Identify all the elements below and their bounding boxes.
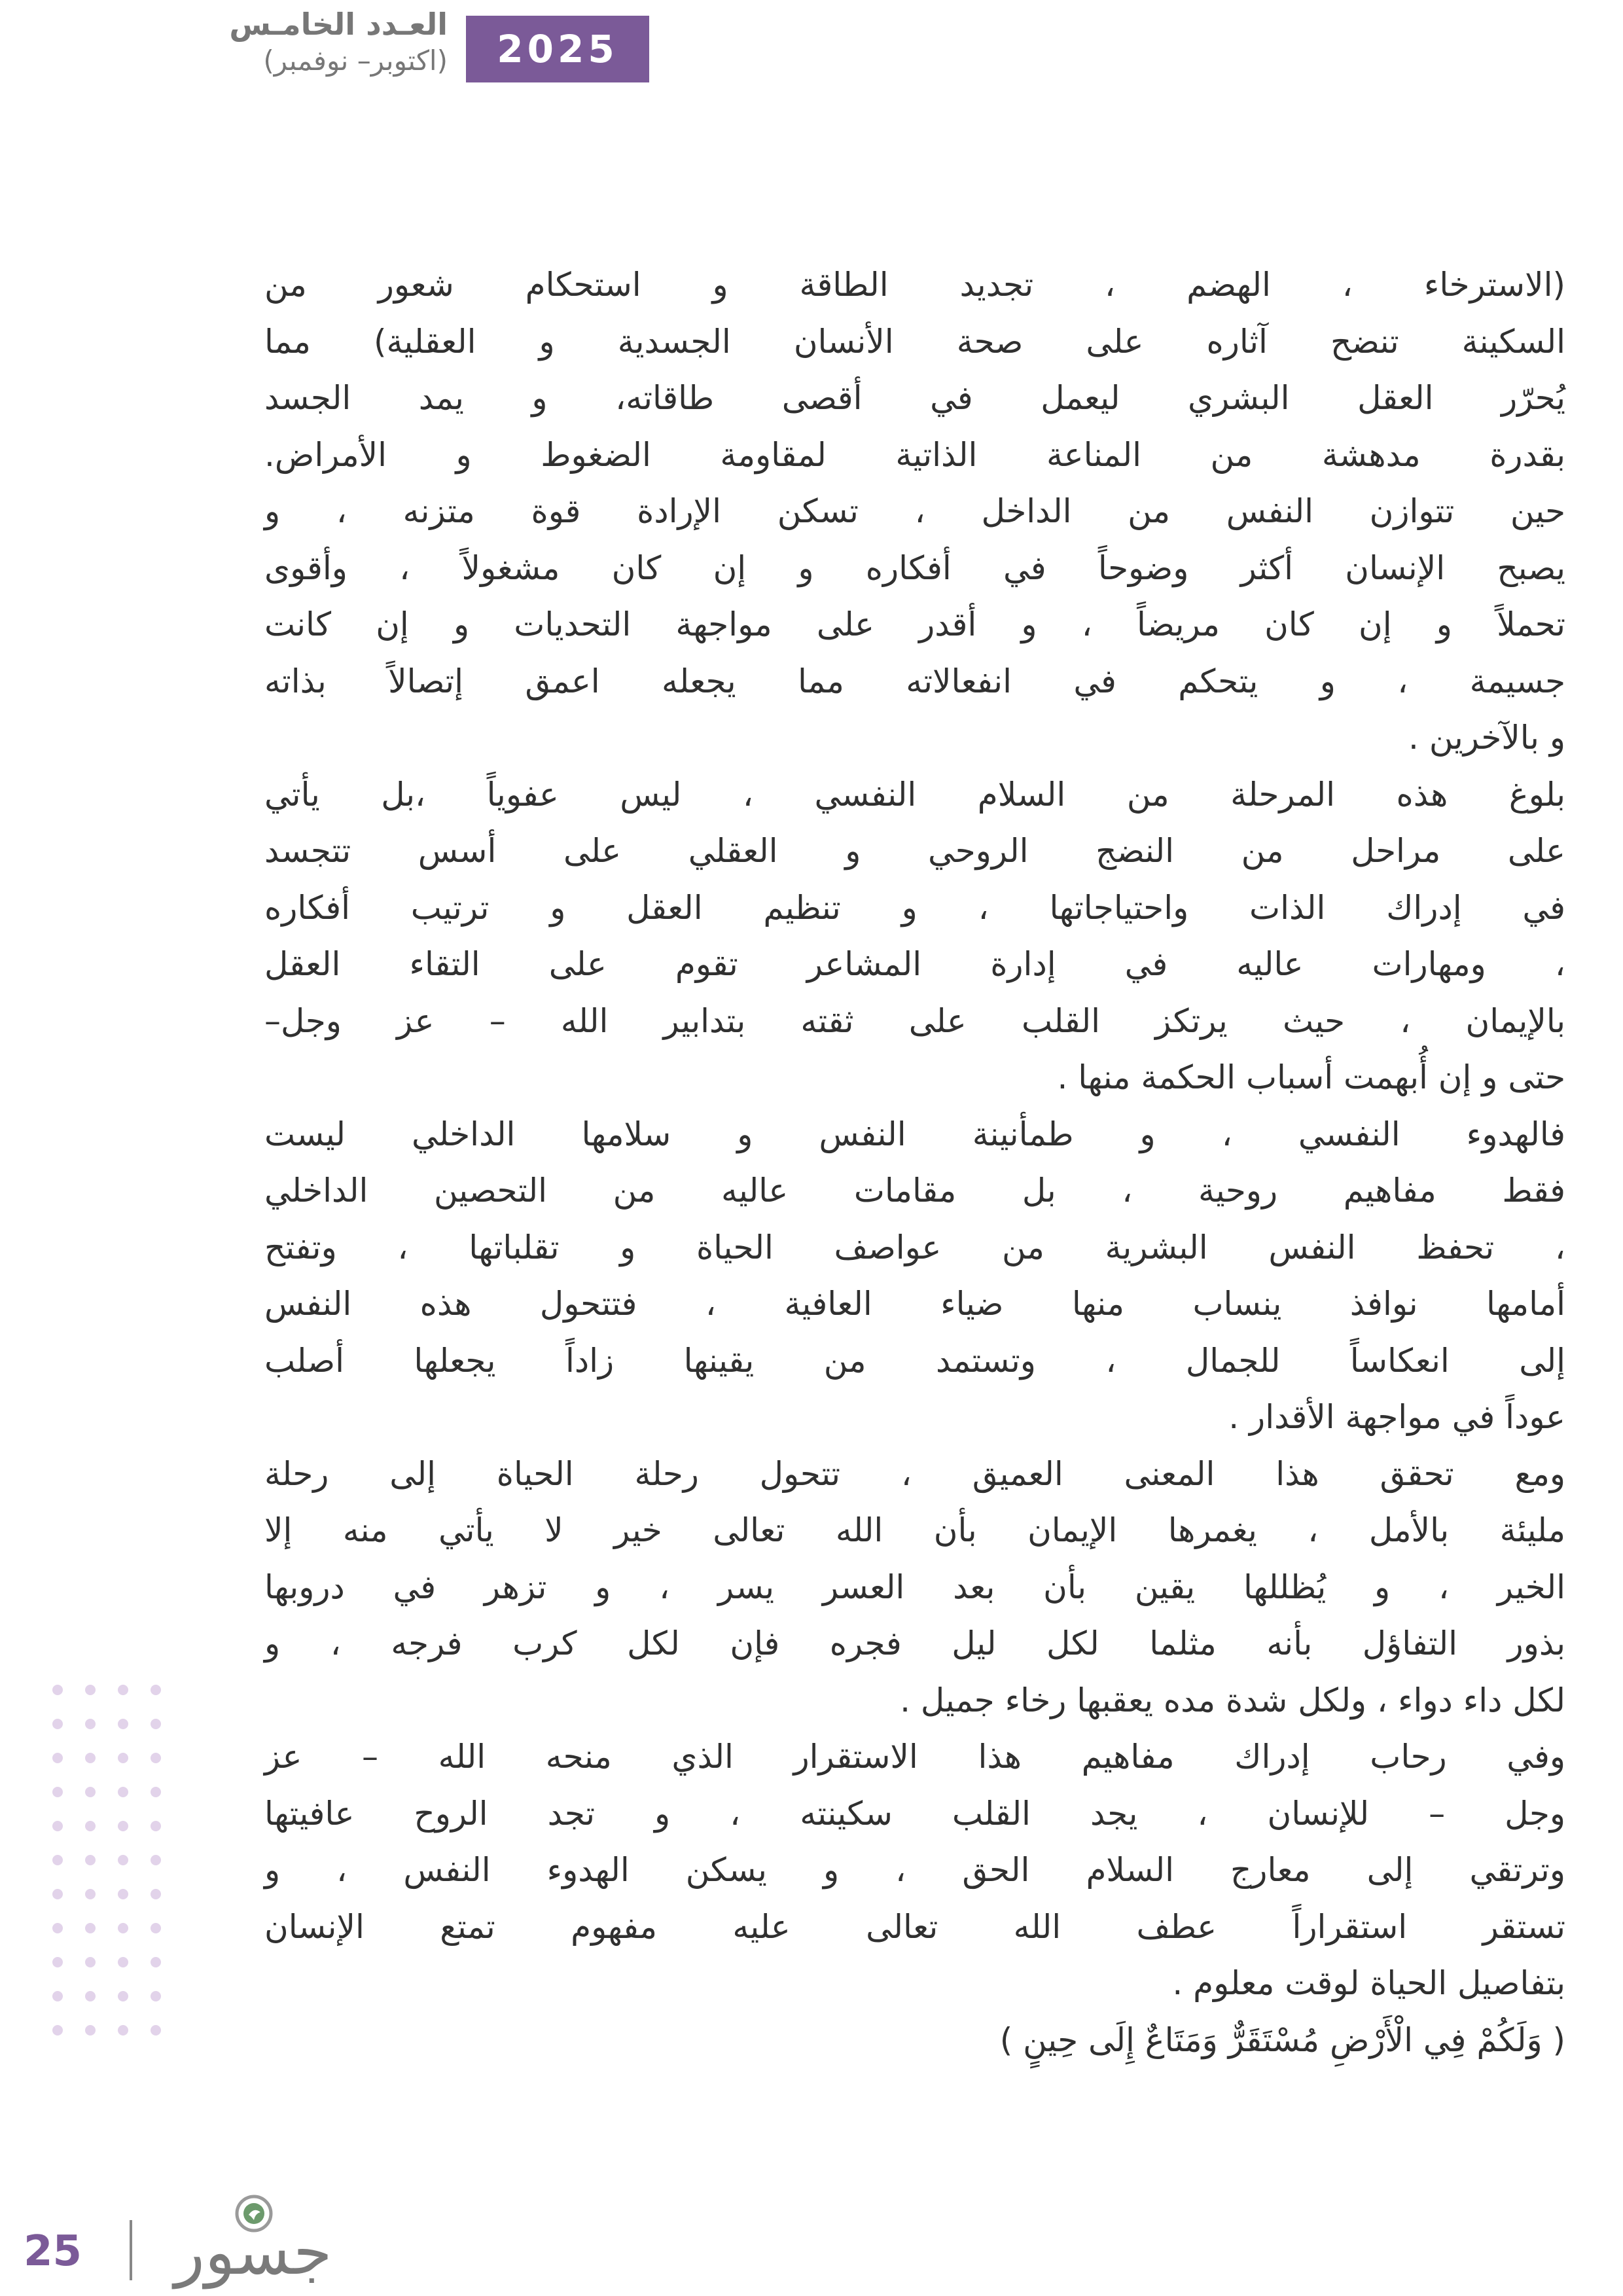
decorative-dot — [151, 1787, 161, 1797]
decorative-dot — [52, 1855, 63, 1865]
decorative-dot — [151, 1957, 161, 1967]
decorative-dot — [52, 1787, 63, 1797]
decorative-dot — [118, 1991, 128, 2001]
article-line: في إدراك الذات واحتياجاتها ، و تنظيم العقل و ترتيب أفكاره — [264, 888, 1565, 927]
decorative-dot — [85, 1957, 96, 1967]
decorative-dot — [151, 1991, 161, 2001]
decorative-dot — [85, 1719, 96, 1729]
article-body — [264, 257, 1565, 2068]
decorative-dot — [52, 1719, 63, 1729]
article-line: جسيمة ، و يتحكم في انفعالاته مما يجعله اعمق إتصالاً بذاته — [264, 662, 1565, 700]
decorative-dot — [151, 1889, 161, 1899]
article-line: (الاسترخاء ، الهضم ، تجديد الطاقة و استحكام شعور من — [264, 266, 1565, 304]
article-line: وجل – للإنسان ، يجد القلب سكينته ، و تجد الروح عافيتها — [264, 1794, 1565, 1833]
decorative-dot — [52, 1685, 63, 1695]
decorative-dot — [85, 1821, 96, 1831]
decorative-dot — [85, 1991, 96, 2001]
article-line: على مراحل من النضج الروحي و العقلي على أسس تتجسد — [264, 832, 1565, 870]
decorative-dot — [151, 1719, 161, 1729]
article-line: وفي رحاب إدراك مفاهيم هذا الاستقرار الذي منحه الله – عز — [264, 1738, 1565, 1776]
article-line: عوداً في مواجهة الأقدار . — [1228, 1398, 1565, 1436]
quran-verse: ( وَلَكُمْ فِي الْأَرْضِ مُسْتَقَرٌّ وَمَتَاعٌ إِلَى حِينٍ ) — [999, 2020, 1565, 2059]
decorative-dot — [151, 1923, 161, 1933]
decorative-dot — [52, 1889, 63, 1899]
decorative-dot — [118, 1957, 128, 1967]
article-line: حين تتوازن النفس من الداخل ، تسكن الإرادة قوة متزنه ، و — [264, 492, 1565, 530]
decorative-dot — [118, 1787, 128, 1797]
article-line: الخير ، و يُظللها يقين بأن بعد العسر يسر ، و تزهر في دروبها — [264, 1568, 1565, 1606]
article-line: و بالآخرين . — [1408, 719, 1565, 757]
article-line: ، تحفظ النفس البشرية من عواصف الحياة و تقلباتها ، وتفتح — [264, 1228, 1565, 1266]
decorative-dot — [52, 2025, 63, 2036]
decorative-dot-grid — [52, 1685, 183, 2051]
decorative-dot — [118, 1821, 128, 1831]
decorative-dot — [85, 1787, 96, 1797]
issue-title: العـدد الخامـس — [229, 7, 448, 42]
decorative-dot — [118, 2025, 128, 2036]
page-number: 25 — [24, 2227, 82, 2276]
decorative-dot — [151, 1821, 161, 1831]
magazine-logo — [145, 2190, 361, 2288]
article-line: ، ومهارات عاليه في إدارة المشاعر تقوم على التقاء العقل — [264, 945, 1565, 983]
decorative-dot — [118, 1685, 128, 1695]
article-line: يُحرّر العقل البشري ليعمل في أقصى طاقاته، و يمد الجسد — [264, 379, 1565, 417]
footer-divider — [130, 2220, 132, 2280]
article-line: بتفاصيل الحياة لوقت معلوم . — [1172, 1964, 1565, 2002]
decorative-dot — [52, 1991, 63, 2001]
article-line: فقط مفاهيم روحية ، بل مقامات عاليه من التحصين الداخلي — [264, 1172, 1565, 1210]
decorative-dot — [52, 1923, 63, 1933]
decorative-dot — [85, 2025, 96, 2036]
article-line: السكينة تنضح آثاره على صحة الأنسان الجسدية و العقلية) مما — [264, 322, 1565, 361]
decorative-dot — [52, 1753, 63, 1763]
logo-wordmark: جسور — [174, 2215, 332, 2289]
article-line: بلوغ هذه المرحلة من السلام النفسي ، ليس عفوياً ،بل يأتي — [264, 775, 1565, 814]
article-line: مليئة بالأمل ، يغمرها الإيمان بأن الله تعالى خير لا يأتي منه إلا — [264, 1511, 1565, 1549]
article-line: تحملاً و إن كان مريضاً ، و أقدر على مواجهة التحديات و إن كانت — [264, 605, 1565, 643]
decorative-dot — [151, 1753, 161, 1763]
decorative-dot — [118, 1889, 128, 1899]
article-line: حتى و إن أُبهمت أسباب الحكمة منها . — [1057, 1058, 1565, 1096]
article-line: بقدرة مدهشة من المناعة الذاتية لمقاومة الضغوط و الأمراض. — [264, 435, 1565, 474]
decorative-dot — [85, 1889, 96, 1899]
decorative-dot — [118, 1923, 128, 1933]
decorative-dot — [85, 1685, 96, 1695]
issue-period: (اكتوبر– نوفمبر) — [263, 45, 448, 77]
decorative-dot — [85, 1923, 96, 1933]
article-line: ومع تحقق هذا المعنى العميق ، تتحول رحلة الحياة إلى رحلة — [264, 1454, 1565, 1493]
decorative-dot — [85, 1855, 96, 1865]
year-badge: 2025 — [466, 16, 649, 82]
article-line: فالهدوء النفسي ، و طمأنينة النفس و سلامها الداخلي ليست — [264, 1115, 1565, 1153]
article-line: بذور التفاؤل بأنه مثلما لكل ليل فجره فإن لكل كرب فرجه ، و — [264, 1624, 1565, 1662]
article-line: لكل داء دواء ، ولكل شدة مده يعقبها رخاء جميل . — [900, 1681, 1565, 1719]
article-line: تستقر استقراراً عطف الله تعالى عليه مفهوم تمتع الإنسان — [264, 1907, 1565, 1946]
decorative-dot — [52, 1821, 63, 1831]
decorative-dot — [52, 1957, 63, 1967]
article-line: بالإيمان ، حيث يرتكز القلب على ثقته بتدابير الله – عز وجل– — [264, 1001, 1565, 1040]
article-line: إلى انعكاساً للجمال ، وتستمد من يقينها زاداً يجعلها أصلب — [264, 1341, 1565, 1380]
decorative-dot — [118, 1753, 128, 1763]
decorative-dot — [151, 1855, 161, 1865]
decorative-dot — [118, 1719, 128, 1729]
decorative-dot — [85, 1753, 96, 1763]
decorative-dot — [151, 1685, 161, 1695]
article-line: وترتقي إلى معارج السلام الحق ، و يسكن الهدوء النفس ، و — [264, 1851, 1565, 1889]
article-line: يصبح الإنسان أكثر وضوحاً في أفكاره و إن كان مشغولاً ، وأقوى — [264, 548, 1565, 587]
decorative-dot — [118, 1855, 128, 1865]
decorative-dot — [151, 2025, 161, 2036]
article-line: أمامها نوافذ ينساب منها ضياء العافية ، فتتحول هذه النفس — [264, 1285, 1565, 1323]
